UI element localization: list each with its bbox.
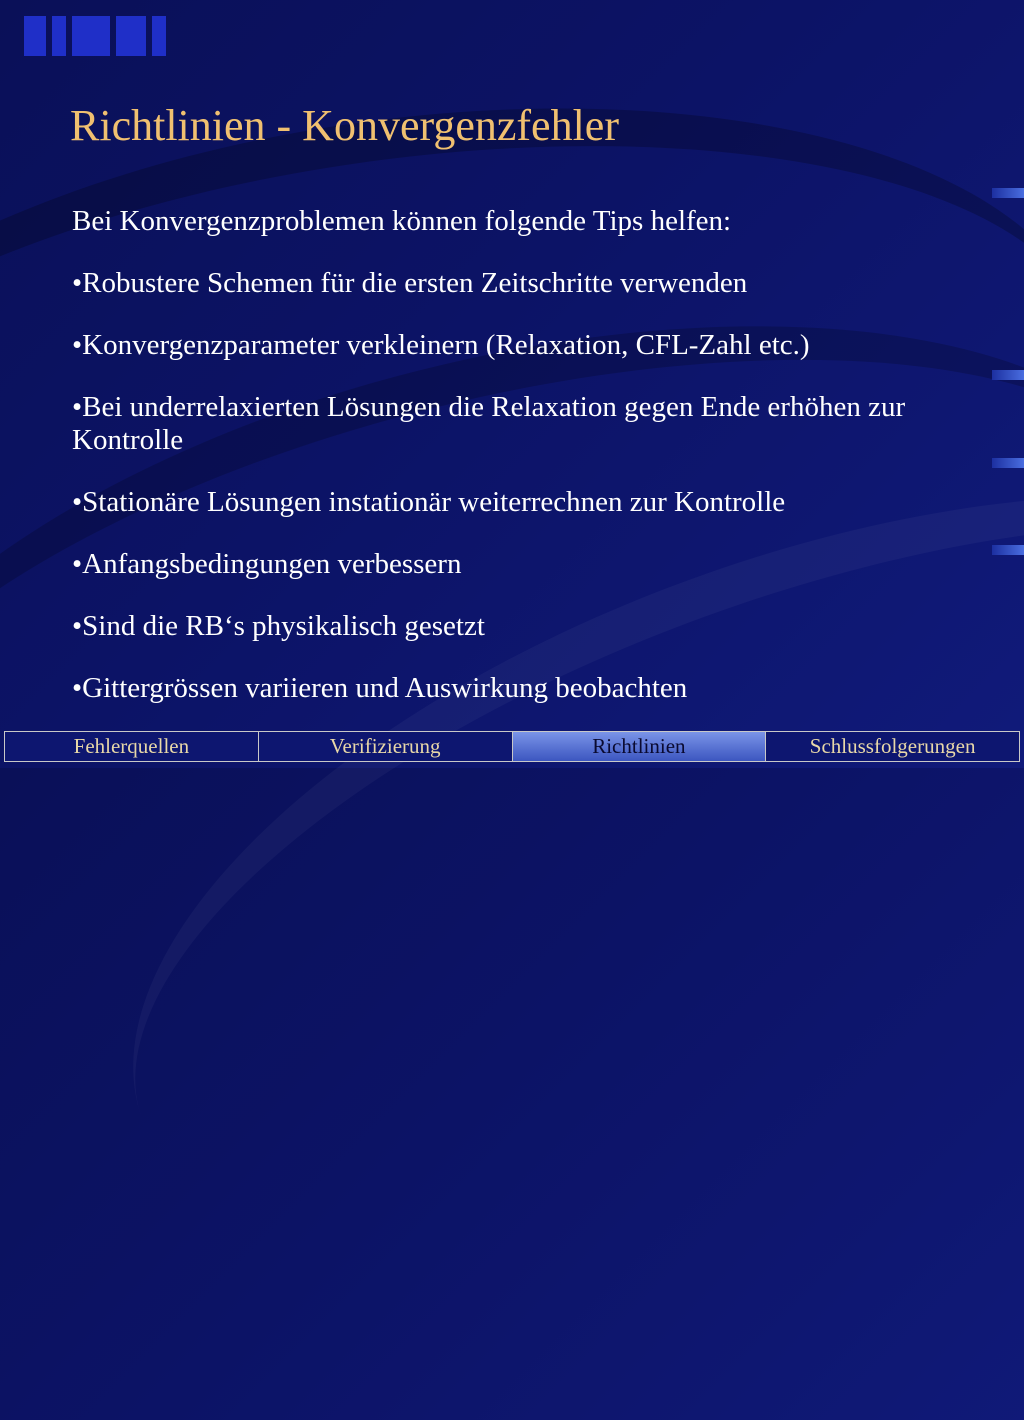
nav-fehlerquellen[interactable]: Fehlerquellen bbox=[5, 732, 259, 761]
bullet-item: • Robustere Schemen für die ersten Zeitschritte verwenden bbox=[72, 267, 972, 300]
decorative-tick bbox=[992, 545, 1024, 555]
bullet-item: • Bei underrelaxierten Lösungen die Relaxation gegen Ende erhöhen zur Kontrolle bbox=[72, 391, 972, 457]
bullet-item: • Stationäre Lösungen instationär weiterrechnen zur Kontrolle bbox=[72, 486, 972, 519]
nav-richtlinien[interactable]: Richtlinien bbox=[513, 732, 767, 761]
nav-schlussfolgerungen[interactable]: Schlussfolgerungen bbox=[809, 734, 976, 758]
decorative-tick bbox=[992, 370, 1024, 380]
bullet-item: • Konvergenzparameter verkleinern (Relaxation, CFL-Zahl etc.) bbox=[72, 329, 972, 362]
intro-text: Bei Konvergenzproblemen können folgende Tips helfen: bbox=[72, 205, 732, 237]
decorative-tick bbox=[992, 188, 1024, 198]
iwt-logo bbox=[24, 16, 166, 56]
bullet-item: • Gittergrössen variieren und Auswirkung beobachten bbox=[72, 672, 972, 705]
decorative-tick bbox=[992, 458, 1024, 468]
slide-navigation bbox=[4, 731, 1020, 762]
bullet-item: • Anfangsbedingungen verbessern bbox=[72, 548, 972, 581]
slide-content bbox=[72, 205, 972, 734]
bullet-item: • Sind die RB‘s physikalisch gesetzt bbox=[72, 610, 972, 643]
slide-title: Richtlinien - Konvergenzfehler bbox=[70, 101, 619, 150]
nav-verifizierung[interactable]: Verifizierung bbox=[259, 732, 513, 761]
